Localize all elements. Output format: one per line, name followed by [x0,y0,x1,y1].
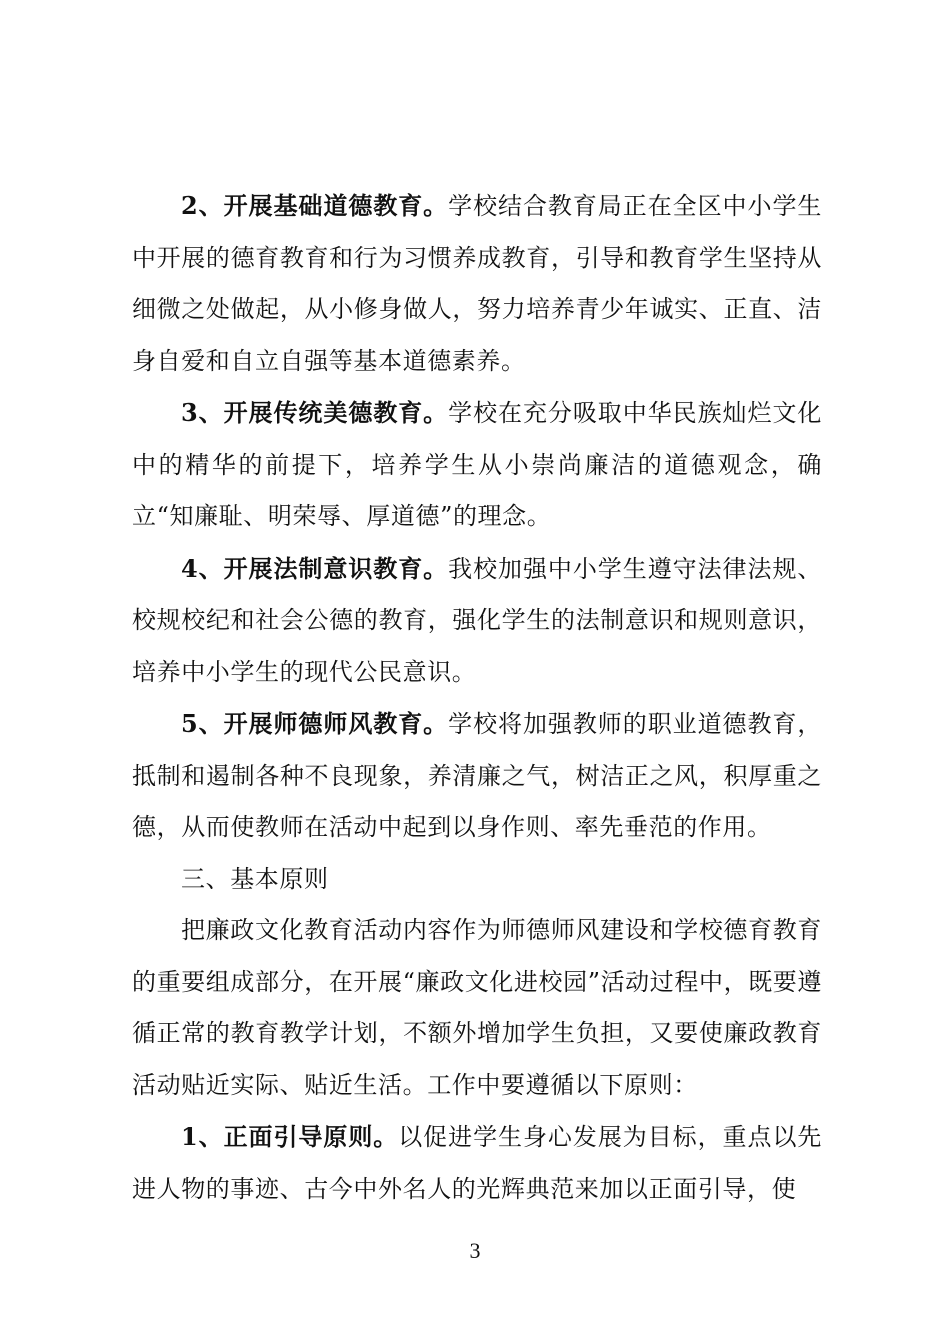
paragraph-traditional-virtue-education [132,387,822,543]
paragraph-basic-moral-education [132,180,822,387]
paragraph-lead: 3、开展传统美德教育。 [181,398,449,427]
paragraph-teacher-ethics-education [132,698,822,854]
paragraph-lead: 5、开展师德师风教育。 [181,709,449,738]
paragraph-text: 学校在充分吸取中华民族灿烂文化中的精华的前提下，培养学生从小崇尚廉洁的道德观念，确立“知廉耻、明荣辱、厚道德”的理念。 [132,399,822,530]
paragraph-positive-guidance-principle [132,1111,822,1215]
page-number: 3 [469,1238,481,1263]
paragraph-lead: 1、正面引导原则。 [181,1122,399,1151]
paragraph-lead: 4、开展法制意识教育。 [181,553,449,583]
document-body [132,180,822,1215]
paragraph-section-intro: 把廉政文化教育活动内容作为师德师风建设和学校德育教育的重要组成部分，在开展“廉政文化进校园”活动过程中，既要遵循正常的教育教学计划，不额外增加学生负担，又要使廉政教育活动贴近实际、贴近生活。工作中要遵循以下原则： [132,916,822,1099]
paragraph-text: 学校结合教育局正在全区中小学生中开展的德育教育和行为习惯养成教育，引导和教育学生坚持从细微之处做起，从小修身做人，努力培养青少年诚实、正直、洁身自爱和自立自强等基本道德素养。 [132,192,822,375]
paragraph-text: 以促进学生身心发展为目标，重点以先进人物的事迹、古今中外名人的光辉典范来加以正面引导，使 [132,1123,822,1203]
paragraph-text: 我校加强中小学生遵守法律法规、校规校纪和社会公德的教育，强化学生的法制意识和规则意识，培养中小学生的现代公民意识。 [132,554,822,686]
paragraph-text: 学校将加强教师的职业道德教育，抵制和遏制各种不良现象，养清廉之气，树洁正之风，积厚重之德，从而使教师在活动中起到以身作则、率先垂范的作用。 [132,710,822,841]
paragraph-legal-awareness-education [132,543,822,699]
paragraph-lead: 2、开展基础道德教育。 [181,191,449,220]
section-heading-basic-principles: 三、基本原则 [181,864,329,893]
